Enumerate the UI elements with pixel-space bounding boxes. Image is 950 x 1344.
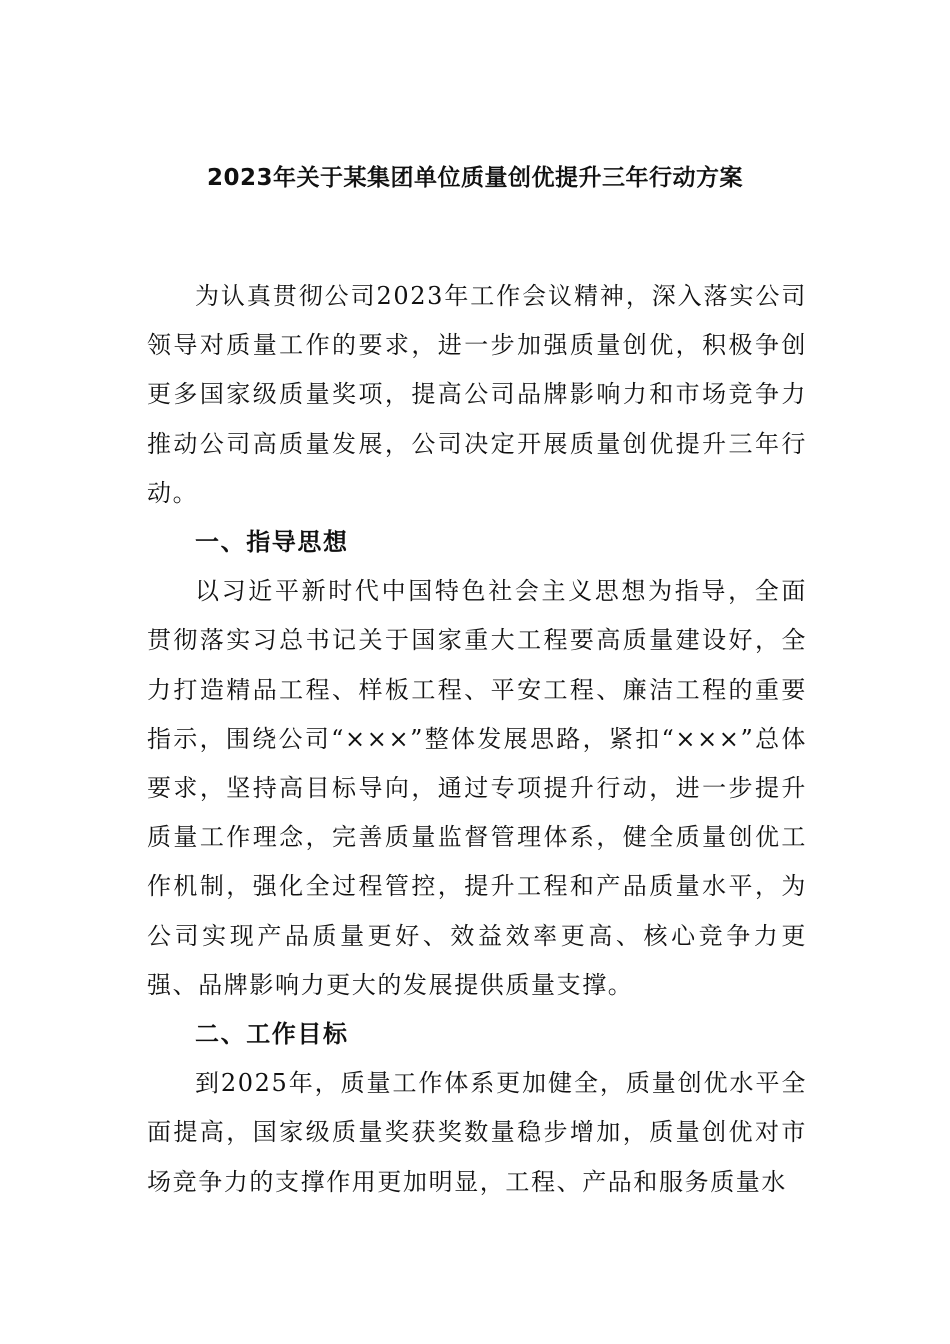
document-title: 2023年关于某集团单位质量创优提升三年行动方案 (206, 165, 743, 191)
section-heading-work-goals: 二、工作目标 (195, 1020, 349, 1049)
section-paragraph-guiding-ideology: 以习近平新时代中国特色社会主义思想为指导，全面贯彻落实习总书记关于国家重大工程要高质量建设好，全力打造精品工程、样板工程、平安工程、廉洁工程的重要指示，围绕公司“×××”整体发展思路，紧扣“×××”总体要求，坚持高目标导向，通过专项提升行动，进一步提升质量工作理念，完善质量监督管理体系，健全质量创优工作机制，强化全过程管控，提升工程和产品质量水平，为公司实现产品质量更好、效益效率更高、核心竞争力更强、品牌影响力更大的发展提供质量支撑。 (147, 577, 807, 999)
section-paragraph-work-goals: 到2025年，质量工作体系更加健全，质量创优水平全面提高，国家级质量奖获奖数量稳步增加，质量创优对市场竞争力的支撑作用更加明显，工程、产品和服务质量水 (147, 1069, 807, 1196)
document-body (147, 272, 807, 1207)
section-heading-guiding-ideology: 一、指导思想 (195, 528, 349, 557)
intro-paragraph: 为认真贯彻公司2023年工作会议精神，深入落实公司领导对质量工作的要求，进一步加强质量创优，积极争创更多国家级质量奖项，提高公司品牌影响力和市场竞争力推动公司高质量发展，公司决定开展质量创优提升三年行动。 (147, 282, 807, 507)
